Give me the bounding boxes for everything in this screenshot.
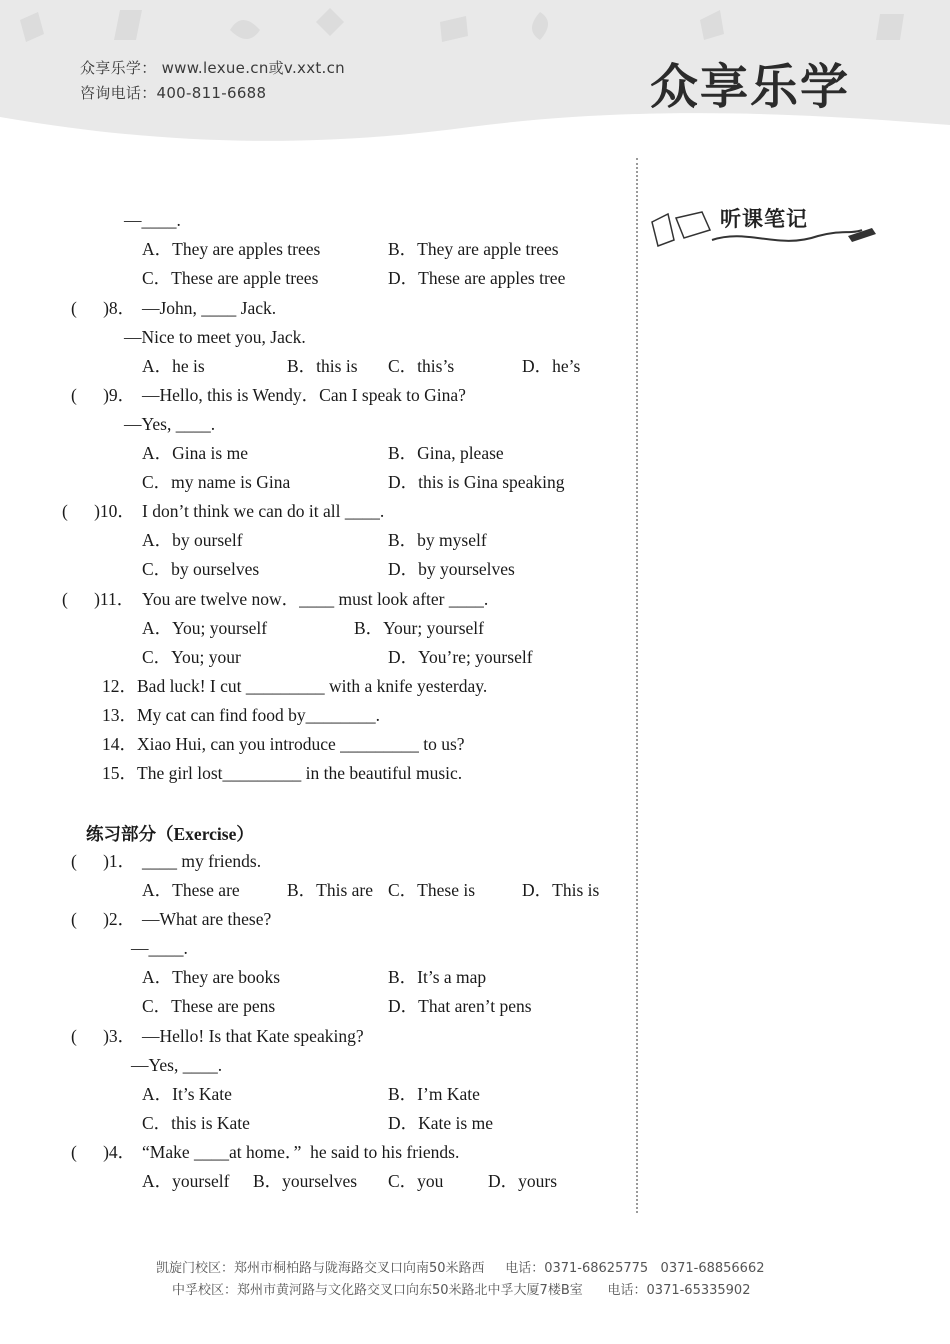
option-b: B．They are apple trees: [388, 239, 559, 259]
option-a: A．Gina is me: [142, 443, 248, 463]
option-d: D．That aren’t pens: [388, 996, 532, 1016]
question-stem: I don’t think we can do it all ____.: [142, 501, 385, 521]
option-d: D．These are apples tree: [388, 268, 566, 288]
question-stem: —Hello! Is that Kate speaking?: [142, 1026, 364, 1046]
question-stem: You are twelve now．____ must look after ____.: [142, 589, 489, 609]
question-stem: —Hello, this is Wendy．Can I speak to Gina?: [142, 385, 466, 405]
answer-paren: ( )3．: [71, 1026, 136, 1046]
question-stem: —What are these?: [142, 909, 272, 929]
option-b: B．I’m Kate: [388, 1084, 480, 1104]
answer-paren: ( )1．: [71, 851, 136, 871]
answer-line: —Yes, ____.: [124, 414, 216, 434]
fill-in-question: 13．My cat can find food by________.: [102, 705, 381, 725]
exercise-title: 练习部分（Exercise）: [86, 824, 254, 844]
option-a: A．You; yourself: [142, 618, 268, 638]
option-b: B．yourselves: [253, 1171, 358, 1191]
fill-in-question: 12．Bad luck! I cut _________ with a knife yesterday.: [102, 676, 488, 696]
option-c: C．this is Kate: [142, 1113, 250, 1133]
option-d: D．by yourselves: [388, 559, 515, 579]
hotline-line: 咨询电话：400-811-6688: [80, 84, 267, 102]
answer-line: —____.: [131, 938, 188, 958]
option-c: C．my name is Gina: [142, 472, 291, 492]
column-divider: [636, 158, 638, 1213]
option-a: A．They are books: [142, 967, 281, 987]
option-c: C．You; your: [142, 647, 241, 667]
option-a: A．by ourself: [142, 530, 243, 550]
brand-logo: 众享乐学: [650, 59, 851, 115]
fill-in-question: 15．The girl lost_________ in the beautiful music.: [102, 763, 463, 783]
answer-paren: ( )8．: [71, 298, 136, 318]
answer-paren: ( )4．: [71, 1142, 136, 1162]
fill-in-question: 14．Xiao Hui, can you introduce _________ to us?: [102, 734, 465, 754]
question-stem: ____ my friends.: [142, 851, 262, 871]
option-b: B．Your; yourself: [354, 618, 484, 638]
option-c: C．by ourselves: [142, 559, 260, 579]
option-c: C．you: [388, 1171, 444, 1191]
answer-paren: ( )9．: [71, 385, 136, 405]
answer-line: —Nice to meet you, Jack.: [124, 327, 306, 347]
option-d: D．This is: [522, 880, 600, 900]
option-d: D．Kate is me: [388, 1113, 493, 1133]
option-a: A．These are: [142, 880, 240, 900]
option-d: D．yours: [488, 1171, 558, 1191]
answer-line: —Yes, ____.: [131, 1055, 223, 1075]
option-d: D．this is Gina speaking: [388, 472, 565, 492]
answer-paren: ( )10．: [62, 501, 135, 521]
answer-paren: ( )2．: [71, 909, 136, 929]
question-stem: “Make ____at home．” he said to his friends.: [142, 1142, 460, 1162]
option-b: B．Gina, please: [388, 443, 504, 463]
notes-title: 听课笔记: [720, 207, 808, 231]
option-c: C．These is: [388, 880, 476, 900]
answer-line: —____.: [124, 210, 181, 230]
option-b: B．by myself: [388, 530, 487, 550]
option-d: D．You’re; yourself: [388, 647, 533, 667]
website-line: 众享乐学： www.lexue.cn或v.xxt.cn: [80, 59, 345, 77]
option-b: B．this is: [287, 356, 358, 376]
option-a: A．They are apples trees: [142, 239, 321, 259]
option-a: A．he is: [142, 356, 205, 376]
option-b: B．This are: [287, 880, 374, 900]
footer-address-2: 中孚校区：郑州市黄河路与文化路交叉口向东50米路北中孚大厦7楼B室 电话：0371-65335902: [172, 1283, 751, 1298]
footer-address-1: 凯旋门校区：郑州市桐柏路与陇海路交叉口向南50米路西 电话：0371-68625775 0371-68856662: [156, 1261, 765, 1276]
option-b: B．It’s a map: [388, 967, 487, 987]
option-c: C．These are apple trees: [142, 268, 319, 288]
option-a: A．yourself: [142, 1171, 230, 1191]
option-a: A．It’s Kate: [142, 1084, 232, 1104]
answer-paren: ( )11．: [62, 589, 135, 609]
option-c: C．These are pens: [142, 996, 276, 1016]
option-c: C．this’s: [388, 356, 455, 376]
option-d: D．he’s: [522, 356, 581, 376]
question-stem: —John, ____ Jack.: [142, 298, 277, 318]
